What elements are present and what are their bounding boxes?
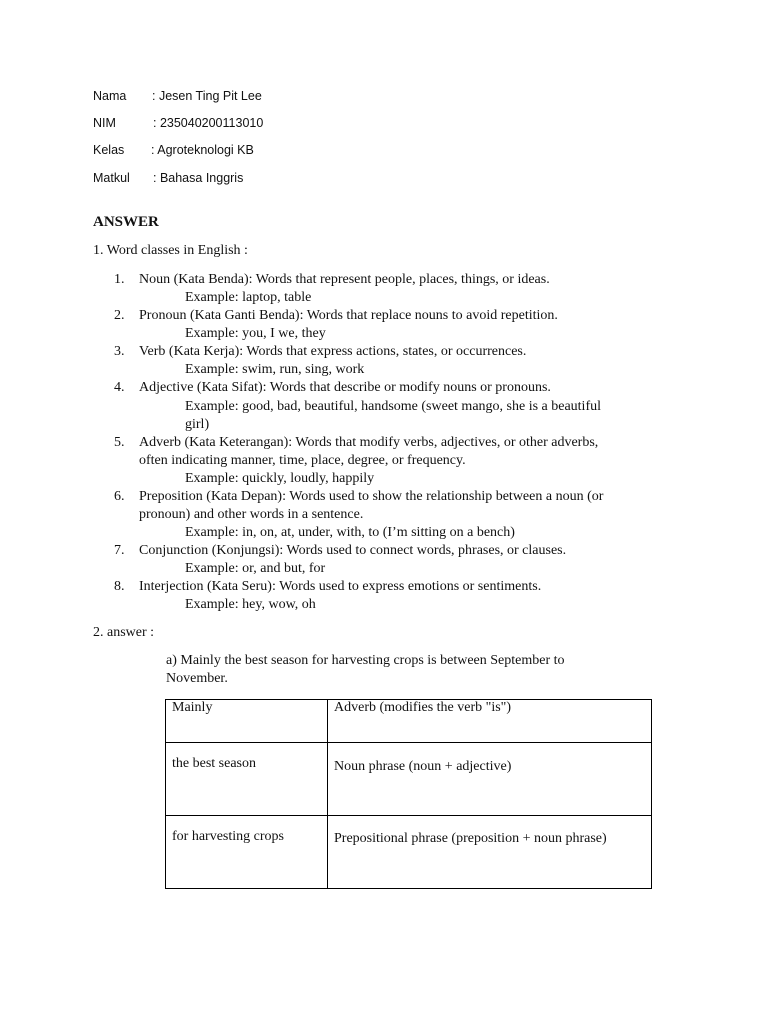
question-2a-sentence: a) Mainly the best season for harvesting crops is between September to — [166, 653, 565, 668]
list-item-example: Example: quickly, loudly, happily — [185, 471, 375, 486]
table-row — [166, 700, 652, 743]
list-item-example: Example: good, bad, beautiful, handsome (sweet mango, she is a beautiful — [185, 399, 602, 414]
list-item-number: 2. — [114, 308, 125, 323]
class-label: Kelas — [93, 143, 125, 157]
name-label: Nama — [93, 89, 127, 103]
list-item-definition: Verb (Kata Kerja): Words that express actions, states, or occurrences. — [139, 344, 527, 359]
course-value: : Bahasa Inggris — [153, 171, 244, 185]
list-item-number: 3. — [114, 344, 125, 359]
list-item-example: Example: you, I we, they — [185, 326, 326, 341]
table-row — [166, 816, 652, 889]
list-item-number: 6. — [114, 489, 125, 504]
nim-value: : 235040200113010 — [153, 116, 264, 130]
list-item-example: Example: in, on, at, under, with, to (I’m sitting on a bench) — [185, 525, 515, 540]
list-item-definition-continued: often indicating manner, time, place, degree, or frequency. — [139, 453, 466, 468]
list-item-example: Example: hey, wow, oh — [185, 597, 316, 612]
list-item-definition-continued: pronoun) and other words in a sentence. — [139, 507, 364, 522]
class-value: : Agroteknologi KB — [151, 143, 254, 157]
list-item-definition: Adjective (Kata Sifat): Words that describe or modify nouns or pronouns. — [139, 380, 551, 395]
phrase-analysis-table — [165, 699, 652, 889]
role-cell: Prepositional phrase (preposition + noun phrase) — [328, 816, 652, 889]
list-item-definition: Interjection (Kata Seru): Words used to express emotions or sentiments. — [139, 579, 542, 594]
list-item-definition: Noun (Kata Benda): Words that represent people, places, things, or ideas. — [139, 272, 550, 287]
list-item-example: Example: or, and but, for — [185, 561, 326, 576]
role-cell: Adverb (modifies the verb "is") — [328, 700, 652, 743]
list-item-definition: Conjunction (Konjungsi): Words used to connect words, phrases, or clauses. — [139, 543, 567, 558]
list-item-example: Example: laptop, table — [185, 290, 312, 305]
list-item-definition: Pronoun (Kata Ganti Benda): Words that replace nouns to avoid repetition. — [139, 308, 558, 323]
nim-label: NIM — [93, 116, 116, 130]
answer-heading: ANSWER — [93, 214, 159, 230]
course-label: Matkul — [93, 171, 130, 185]
phrase-cell: Mainly — [166, 700, 328, 743]
name-value: : Jesen Ting Pit Lee — [152, 89, 262, 103]
list-item-definition: Preposition (Kata Depan): Words used to show the relationship between a noun (or — [139, 489, 604, 504]
phrase-cell: the best season — [166, 743, 328, 816]
list-item-number: 8. — [114, 579, 125, 594]
list-item-example-continued: girl) — [185, 417, 210, 432]
list-item-number: 4. — [114, 380, 125, 395]
list-item-number: 5. — [114, 435, 125, 450]
phrase-cell: for harvesting crops — [166, 816, 328, 889]
question-1-title: 1. Word classes in English : — [93, 243, 248, 258]
list-item-number: 7. — [114, 543, 125, 558]
role-cell: Noun phrase (noun + adjective) — [328, 743, 652, 816]
list-item-definition: Adverb (Kata Keterangan): Words that modify verbs, adjectives, or other adverbs, — [139, 435, 599, 450]
table-row — [166, 743, 652, 816]
list-item-number: 1. — [114, 272, 125, 287]
list-item-example: Example: swim, run, sing, work — [185, 362, 365, 377]
question-2a-sentence-continued: November. — [166, 671, 228, 686]
question-2-title: 2. answer : — [93, 625, 155, 640]
